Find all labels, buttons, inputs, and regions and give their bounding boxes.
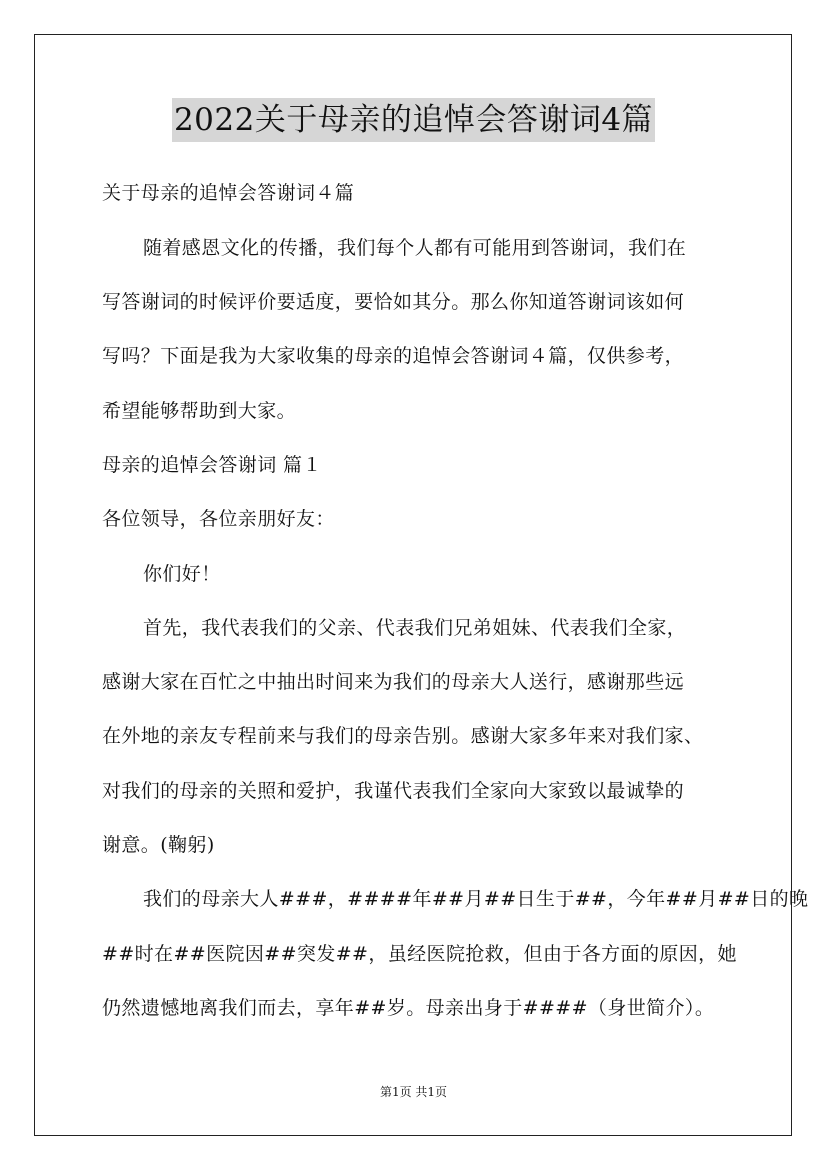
paragraph-line: 仍然遗憾地离我们而去，享年##岁。母亲出身于####（身世简介）。: [102, 997, 715, 1019]
paragraph-line: 谢意。(鞠躬): [102, 834, 215, 856]
document-title: 2022关于母亲的追悼会答谢词4篇: [172, 98, 655, 142]
paragraph-line: 希望能够帮助到大家。: [102, 400, 297, 422]
paragraph-line: 我们的母亲大人###，####年##月##日生于##，今年##月##日的晚: [143, 888, 809, 910]
section-heading: 母亲的追悼会答谢词 篇１: [102, 454, 322, 476]
paragraph-line: 首先，我代表我们的父亲、代表我们兄弟姐妹、代表我们全家，: [143, 617, 687, 639]
paragraph-line: 感谢大家在百忙之中抽出时间来为我们的母亲大人送行，感谢那些远: [102, 671, 685, 693]
subtitle-line: 关于母亲的追悼会答谢词４篇: [102, 182, 355, 204]
salutation-line: 各位领导，各位亲朋好友：: [102, 508, 335, 530]
paragraph-line: 在外地的亲友专程前来与我们的母亲告别。感谢大家多年来对我们家、: [102, 725, 704, 747]
page-number-footer: 第1页 共1页: [379, 1085, 448, 1099]
paragraph-line: 写答谢词的时候评价要适度，要恰如其分。那么你知道答谢词该如何: [102, 291, 685, 313]
title-container: [0, 98, 827, 142]
paragraph-line: ##时在##医院因##突发##，虽经医院抢救，但由于各方面的原因，她: [102, 943, 737, 965]
greeting-line: 你们好！: [143, 563, 221, 585]
paragraph-line: 随着感恩文化的传播，我们每个人都有可能用到答谢词，我们在: [143, 237, 687, 259]
paragraph-line: 对我们的母亲的关照和爱护，我谨代表我们全家向大家致以最诚挚的: [102, 780, 685, 802]
paragraph-line: 写吗？下面是我为大家收集的母亲的追悼会答谢词４篇，仅供参考，: [102, 345, 685, 367]
